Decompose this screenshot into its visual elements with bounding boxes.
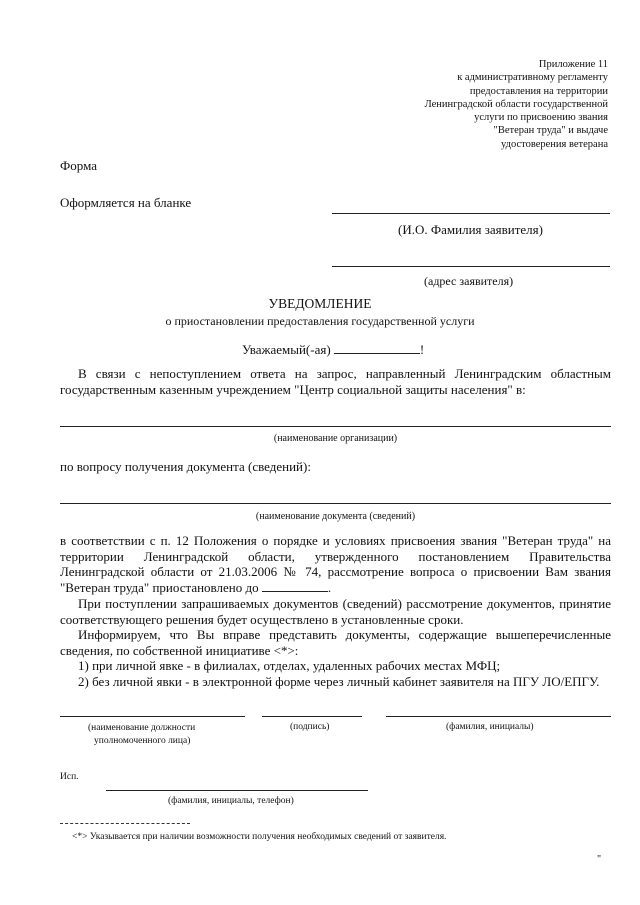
blank-label: Оформляется на бланке bbox=[60, 195, 192, 210]
applicant-name-caption: (И.О. Фамилия заявителя) bbox=[398, 222, 543, 237]
body-paragraph-2: При поступлении запрашиваемых документов (сведений) рассмотрение документов, принятие соответствующего решения будет осуществлено в установленные сроки. bbox=[60, 596, 611, 627]
body-paragraph-1-text: в соответствии с п. 12 Положения о порядке и условиях присвоения звания "Ветеран труда" на территории Ленинградской области, утвержденного постановлением Правительства Ленинградской области от 21.03.2006 № 74, рассмотрение вопроса о присвоении Вам звания "Ветеран труда" приостановлено до bbox=[60, 533, 611, 595]
official-name-line bbox=[386, 716, 611, 717]
position-line bbox=[60, 716, 245, 717]
page-mark: " bbox=[597, 854, 602, 865]
document-line bbox=[60, 503, 611, 504]
document-caption: (наименование документа (сведений) bbox=[255, 511, 416, 522]
body-paragraph-1-end: . bbox=[327, 579, 332, 595]
executor-caption: (фамилия, инициалы, телефон) bbox=[168, 796, 294, 806]
official-name-caption: (фамилия, инициалы) bbox=[446, 722, 534, 732]
position-caption-line-1: (наименование должности bbox=[88, 723, 196, 733]
appendix-line: предоставления на территории bbox=[469, 85, 608, 97]
appendix-line: услуги по присвоению звания bbox=[474, 112, 608, 124]
greeting-prefix: Уважаемый(-ая) bbox=[242, 342, 331, 357]
option-item-1: 1) при личной явке - в филиалах, отделах, удаленных рабочих местах МФЦ; bbox=[78, 658, 501, 673]
applicant-name-line bbox=[332, 213, 610, 214]
recipient-name-blank bbox=[334, 353, 420, 354]
executor-label: Исп. bbox=[60, 772, 79, 782]
signature-caption: (подпись) bbox=[290, 722, 330, 732]
footnote-text: <*> Указывается при наличии возможности получения необходимых сведений от заявителя. bbox=[72, 832, 447, 842]
form-label: Форма bbox=[60, 158, 97, 173]
signature-line bbox=[262, 716, 362, 717]
organization-line bbox=[60, 426, 611, 427]
applicant-address-caption: (адрес заявителя) bbox=[424, 274, 514, 288]
body-paragraph-3: Информируем, что Вы вправе представить документы, содержащие вышеперечисленные сведения, по собственной инициативе <*>: bbox=[60, 627, 611, 658]
suspension-date-blank bbox=[262, 591, 328, 592]
document-title: УВЕДОМЛЕНИЕ bbox=[268, 296, 372, 311]
body-paragraph-1 bbox=[60, 533, 611, 595]
appendix-line: "Ветеран труда" и выдаче bbox=[493, 125, 608, 137]
position-caption bbox=[88, 722, 195, 748]
organization-caption: (наименование организации) bbox=[273, 433, 398, 444]
appendix-header bbox=[348, 58, 608, 151]
position-caption-line-2: уполномоченного лица) bbox=[94, 736, 191, 746]
applicant-address-line bbox=[332, 266, 610, 267]
executor-line bbox=[106, 790, 368, 791]
appendix-line: Ленинградской области государственной bbox=[424, 98, 608, 110]
document-question: по вопросу получения документа (сведений): bbox=[60, 459, 311, 474]
appendix-line: Приложение 11 bbox=[538, 59, 608, 70]
greeting-suffix: ! bbox=[419, 342, 425, 357]
greeting bbox=[242, 342, 424, 358]
appendix-line: удостоверения ветерана bbox=[501, 138, 608, 150]
intro-paragraph: В связи с непоступлением ответа на запрос, направленный Ленинградским областным государственным казенным учреждением "Центр социальной защиты населения" в: bbox=[60, 366, 611, 397]
appendix-line: к административному регламенту bbox=[457, 72, 608, 84]
option-item-2: 2) без личной явки - в электронной форме через личный кабинет заявителя на ПГУ ЛО/ЕПГУ. bbox=[78, 674, 600, 689]
footnote-separator bbox=[60, 823, 190, 824]
document-subtitle: о приостановлении предоставления государственной услуги bbox=[165, 314, 475, 328]
